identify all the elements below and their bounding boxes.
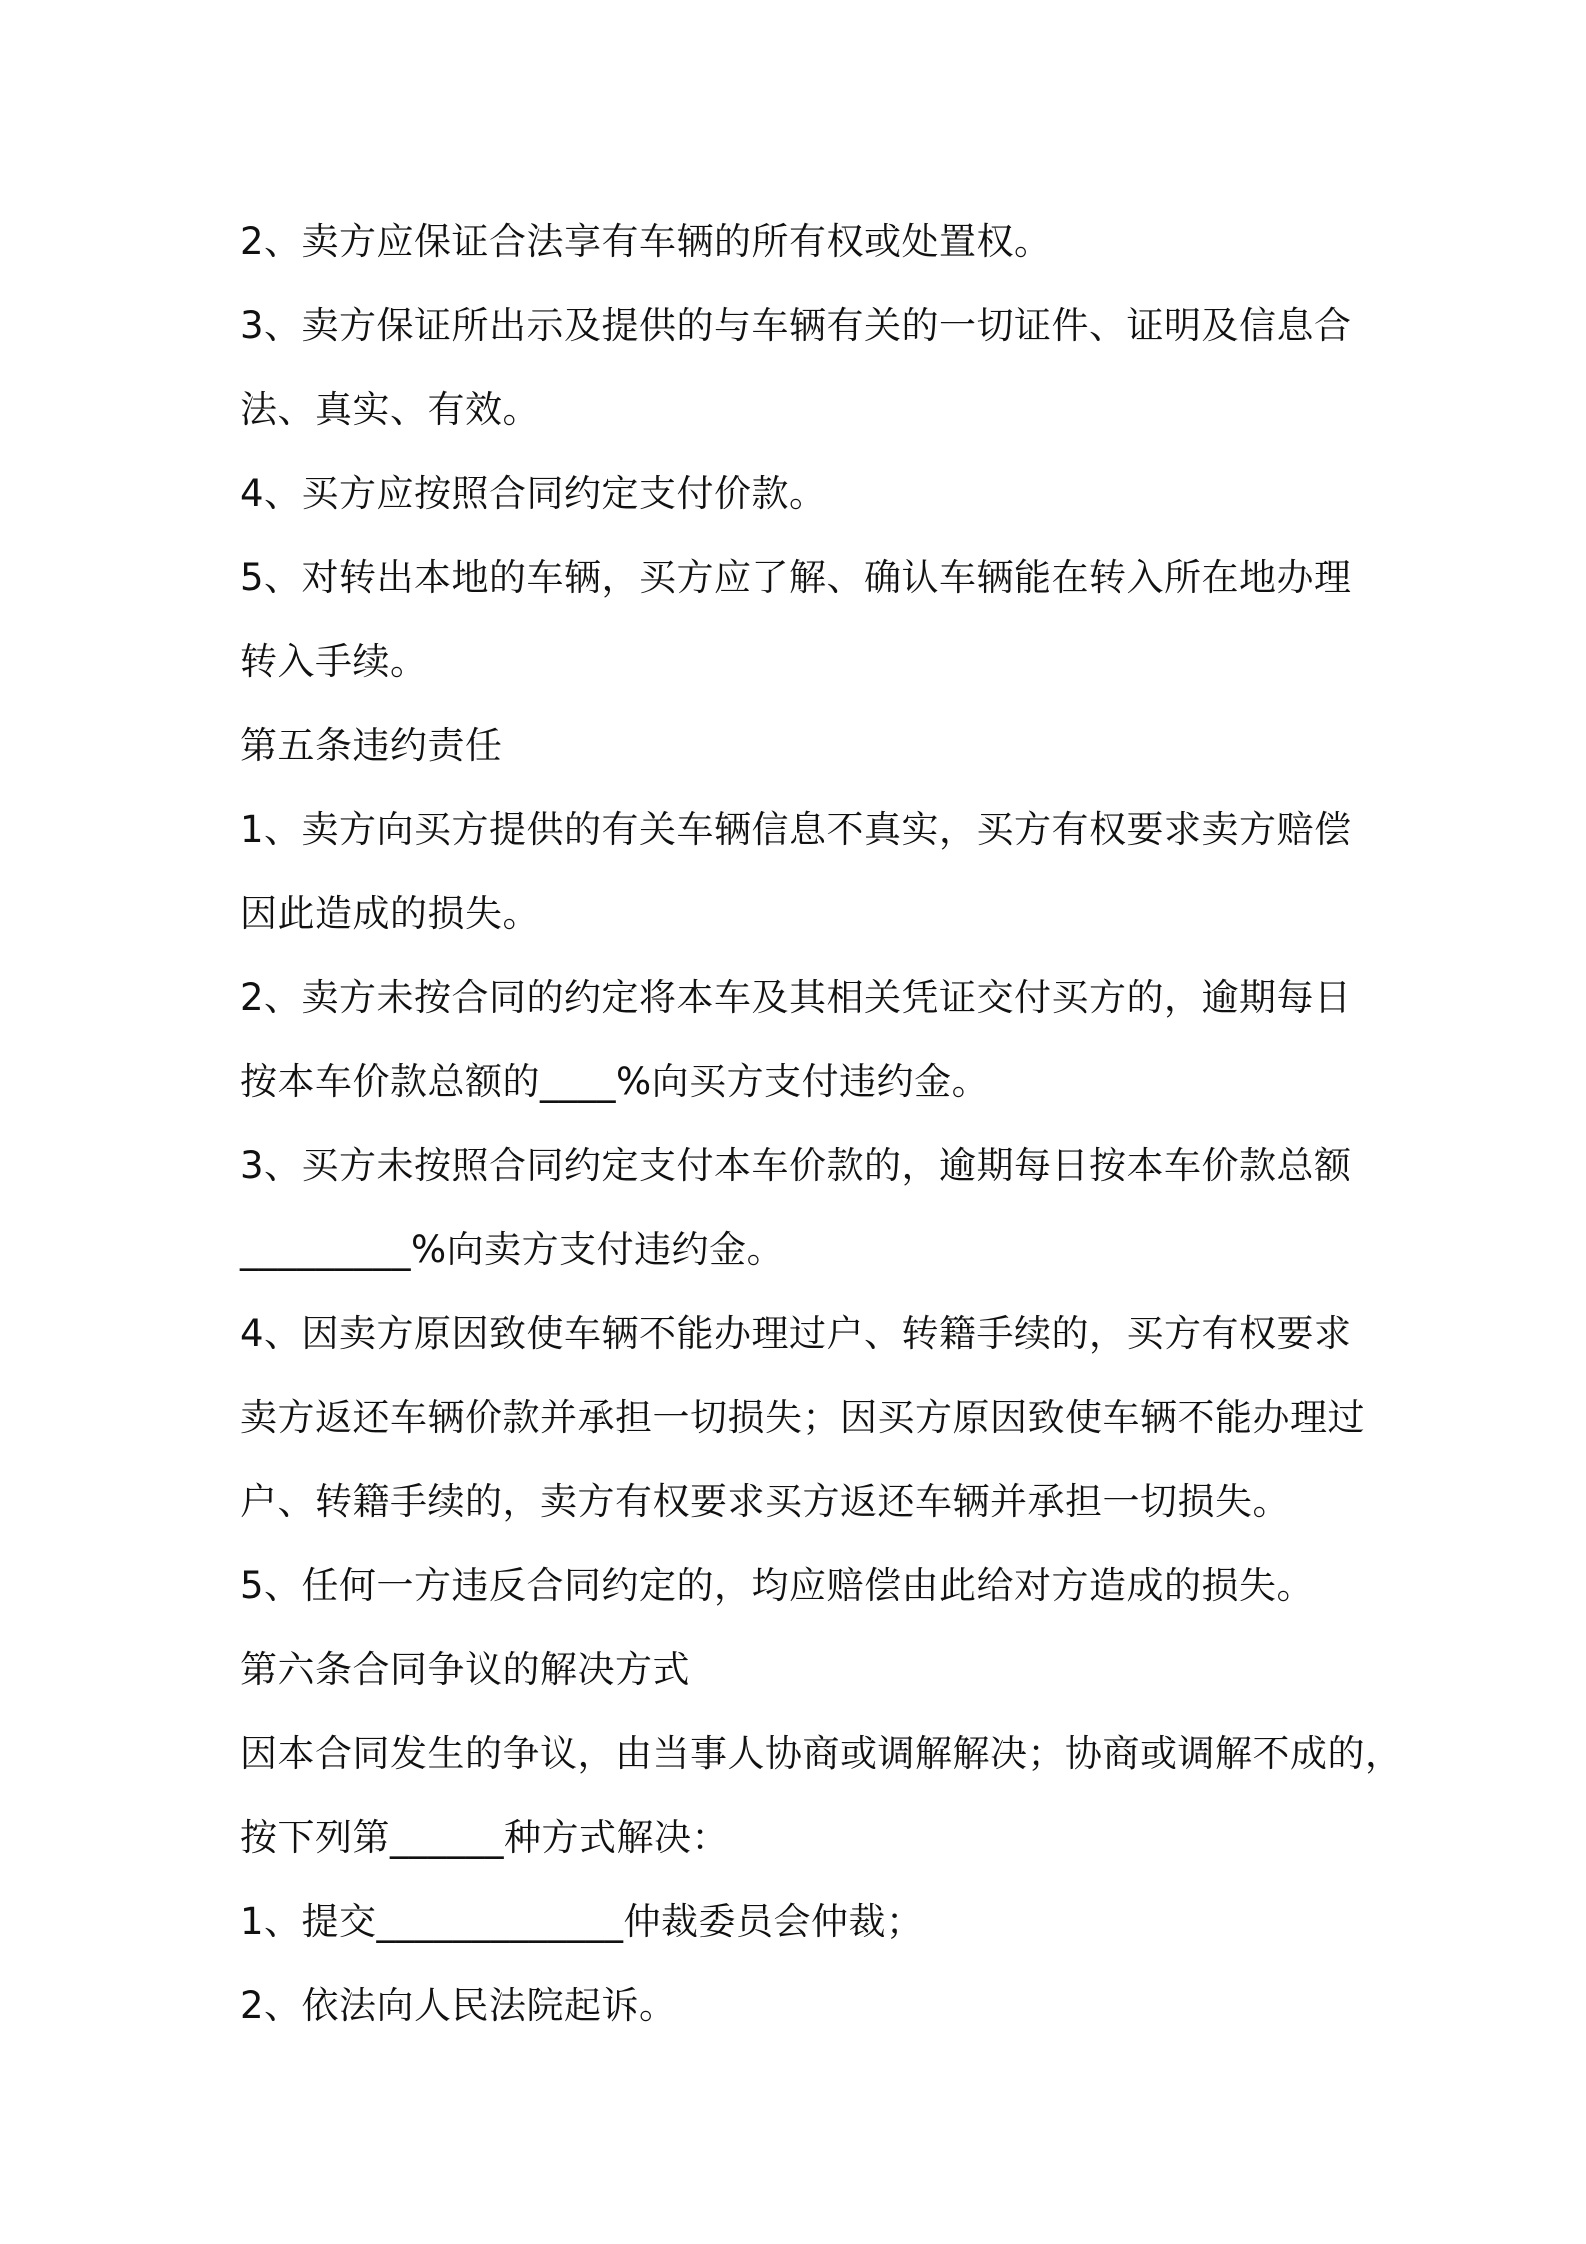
document-body (240, 200, 1403, 2048)
clause-line: 因本合同发生的争议，由当事人协商或调解解决；协商或调解不成的， (240, 1732, 1403, 1775)
clause-line: 2、卖方未按合同的约定将本车及其相关凭证交付买方的，逾期每日 (240, 976, 1352, 1019)
clause-line: 1、提交_____________仲裁委员会仲裁； (240, 1900, 924, 1943)
clause-line: 按下列第______种方式解决： (240, 1816, 729, 1859)
clause-line: 转入手续。 (240, 640, 428, 683)
clause-line: 2、卖方应保证合法享有车辆的所有权或处置权。 (240, 220, 1052, 263)
clause-line: 3、卖方保证所出示及提供的与车辆有关的一切证件、证明及信息合 (240, 304, 1352, 347)
clause-line: 3、买方未按照合同约定支付本车价款的，逾期每日按本车价款总额 (240, 1144, 1352, 1187)
clause-line: 4、买方应按照合同约定支付价款。 (240, 472, 827, 515)
clause-line: 法、真实、有效。 (240, 388, 540, 431)
clause-line: 2、依法向人民法院起诉。 (240, 1984, 677, 2027)
clause-line: 按本车价款总额的____%向买方支付违约金。 (240, 1060, 990, 1103)
clause-line: _________%向卖方支付违约金。 (240, 1228, 785, 1271)
section-heading: 第六条合同争议的解决方式 (240, 1648, 690, 1691)
clause-line: 5、任何一方违反合同约定的，均应赔偿由此给对方造成的损失。 (240, 1564, 1315, 1607)
clause-line: 因此造成的损失。 (240, 892, 540, 935)
clause-line: 5、对转出本地的车辆，买方应了解、确认车辆能在转入所在地办理 (240, 556, 1352, 599)
section-heading: 第五条违约责任 (240, 724, 503, 767)
clause-line: 户、转籍手续的，卖方有权要求买方返还车辆并承担一切损失。 (240, 1480, 1290, 1523)
clause-line: 4、因卖方原因致使车辆不能办理过户、转籍手续的，买方有权要求 (240, 1312, 1352, 1355)
clause-line: 卖方返还车辆价款并承担一切损失；因买方原因致使车辆不能办理过 (240, 1396, 1365, 1439)
clause-line: 1、卖方向买方提供的有关车辆信息不真实，买方有权要求卖方赔偿 (240, 808, 1352, 851)
